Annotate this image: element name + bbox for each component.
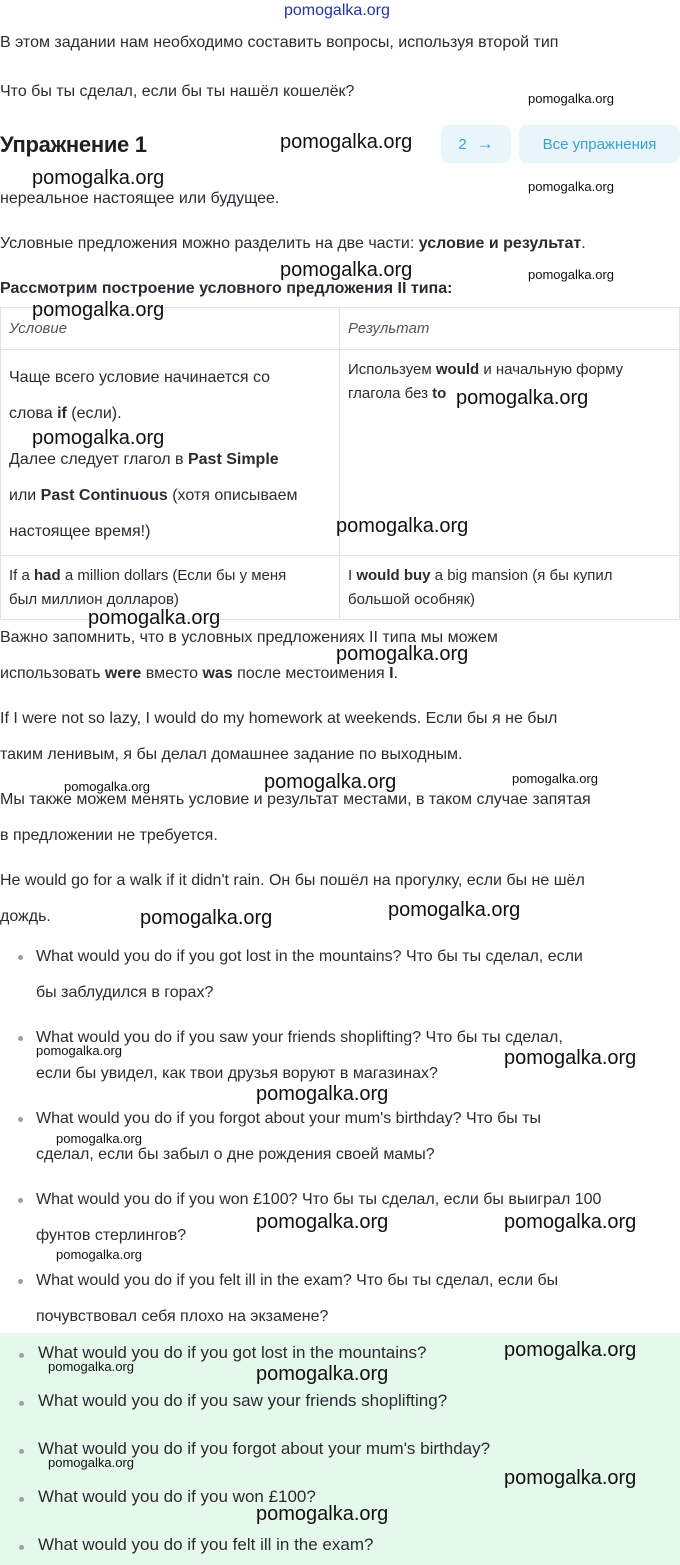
list-item: What would you do if you got lost in the mountains? Что бы ты сделал, если [36, 948, 583, 965]
paragraph: в предложении не требуется. [0, 827, 218, 844]
watermark-text: pomogalka.org [504, 1211, 637, 1233]
paragraph: дождь. [0, 908, 51, 925]
watermark-text: pomogalka.org [32, 299, 165, 321]
watermark-text: pomogalka.org [528, 91, 614, 106]
list-item: фунтов стерлингов? [36, 1227, 187, 1244]
watermark-text: pomogalka.org [284, 2, 390, 19]
paragraph: Условные предложения можно разделить на две части: условие и результат. [0, 235, 586, 252]
intro-question: Что бы ты сделал, если бы ты нашёл кошелёк? [0, 83, 355, 100]
answer-item: What would you do if you forgot about your mum's birthday? [38, 1439, 491, 1458]
watermark-text: pomogalka.org [264, 771, 397, 793]
watermark-text: pomogalka.org [48, 1455, 134, 1470]
answer-item: What would you do if you saw your friends shoplifting? [38, 1391, 448, 1410]
section-heading: Рассмотрим построение условного предложения II типа: [0, 280, 453, 297]
watermark-text: pomogalka.org [56, 1131, 142, 1146]
bullet-icon [19, 1449, 24, 1454]
watermark-text: pomogalka.org [280, 131, 413, 153]
watermark-text: pomogalka.org [32, 427, 165, 449]
paragraph: использовать were вместо was после местоимения I. [0, 665, 398, 682]
watermark-text: pomogalka.org [336, 643, 469, 665]
watermark-text: pomogalka.org [56, 1247, 142, 1262]
arrow-right-icon: → [476, 134, 494, 153]
list-item: What would you do if you saw your friends shoplifting? Что бы ты сделал, [36, 1029, 563, 1046]
list-item: почувствовал себя плохо на экзамене? [36, 1308, 329, 1325]
bullet-icon [18, 1036, 23, 1041]
paragraph: If I were not so lazy, I would do my homework at weekends. Если бы я не был [0, 710, 558, 727]
watermark-text: pomogalka.org [504, 1047, 637, 1069]
table-cell: Чаще всего условие начинается со слова if (если). Далее следует глагол в Past Simple или Past Continuous (хотя описываем настоящее время!) [1, 350, 340, 556]
watermark-text: pomogalka.org [256, 1211, 389, 1233]
table-header: Результат [340, 308, 680, 350]
intro-text: В этом задании нам необходимо составить вопросы, используя второй тип [0, 34, 559, 51]
watermark-text: pomogalka.org [388, 899, 521, 921]
bullet-icon [19, 1545, 24, 1550]
watermark-text: pomogalka.org [336, 515, 469, 537]
table-cell: If a had a million dollars (Если бы у меня был миллион долларов) [1, 556, 340, 620]
watermark-text: pomogalka.org [256, 1503, 389, 1525]
bullet-icon [19, 1497, 24, 1502]
watermark-text: pomogalka.org [528, 267, 614, 282]
watermark-text: pomogalka.org [64, 779, 150, 794]
watermark-text: pomogalka.org [456, 387, 589, 409]
bullet-icon [18, 1198, 23, 1203]
watermark-text: pomogalka.org [504, 1467, 637, 1489]
bullet-icon [18, 1279, 23, 1284]
exercise-title: Упражнение 1 [0, 132, 147, 157]
table-cell: I would buy a big mansion (я бы купил большой особняк) [340, 556, 680, 620]
all-exercises-button[interactable]: Все упражнения [519, 125, 680, 163]
list-item: What would you do if you felt ill in the exam? Что бы ты сделал, если бы [36, 1272, 559, 1289]
watermark-text: pomogalka.org [280, 259, 413, 281]
paragraph: таким ленивым, я бы делал домашнее задание по выходным. [0, 746, 463, 763]
table-header: Условие [1, 308, 340, 350]
watermark-text: pomogalka.org [32, 167, 165, 189]
bullet-icon [19, 1401, 24, 1406]
list-item: сделал, если бы забыл о дне рождения своей мамы? [36, 1146, 435, 1163]
watermark-text: pomogalka.org [48, 1359, 134, 1374]
list-item: What would you do if you won £100? Что бы ты сделал, если бы выиграл 100 [36, 1191, 602, 1208]
watermark-text: pomogalka.org [256, 1083, 389, 1105]
watermark-text: pomogalka.org [140, 907, 273, 929]
bullet-icon [18, 1117, 23, 1122]
next-exercise-button[interactable] [441, 125, 511, 163]
grammar-table [0, 307, 680, 620]
paragraph: Важно запомнить, что в условных предложениях II типа мы можем [0, 629, 498, 646]
watermark-text: pomogalka.org [528, 179, 614, 194]
list-item: What would you do if you forgot about your mum's birthday? Что бы ты [36, 1110, 542, 1127]
paragraph: нереальное настоящее или будущее. [0, 190, 280, 207]
watermark-text: pomogalka.org [504, 1339, 637, 1361]
watermark-text: pomogalka.org [256, 1363, 389, 1385]
next-exercise-label: 2 [458, 135, 467, 153]
answer-item: What would you do if you felt ill in the exam? [38, 1535, 374, 1554]
watermark-text: pomogalka.org [512, 771, 598, 786]
answer-item: What would you do if you won £100? [38, 1487, 316, 1506]
table-cell: Используем would и начальную форму глагола без to [340, 350, 680, 556]
list-item: бы заблудился в горах? [36, 984, 214, 1001]
bullet-icon [19, 1353, 24, 1358]
watermark-text: pomogalka.org [36, 1043, 122, 1058]
watermark-text: pomogalka.org [88, 607, 221, 629]
list-item: если бы увидел, как твои друзья воруют в магазинах? [36, 1065, 438, 1082]
bullet-icon [18, 955, 23, 960]
answer-item: What would you do if you got lost in the mountains? [38, 1343, 427, 1362]
paragraph: Мы также можем менять условие и результат местами, в таком случае запятая [0, 791, 591, 808]
paragraph: He would go for a walk if it didn't rain. Он бы пошёл на прогулку, если бы не шёл [0, 872, 585, 889]
